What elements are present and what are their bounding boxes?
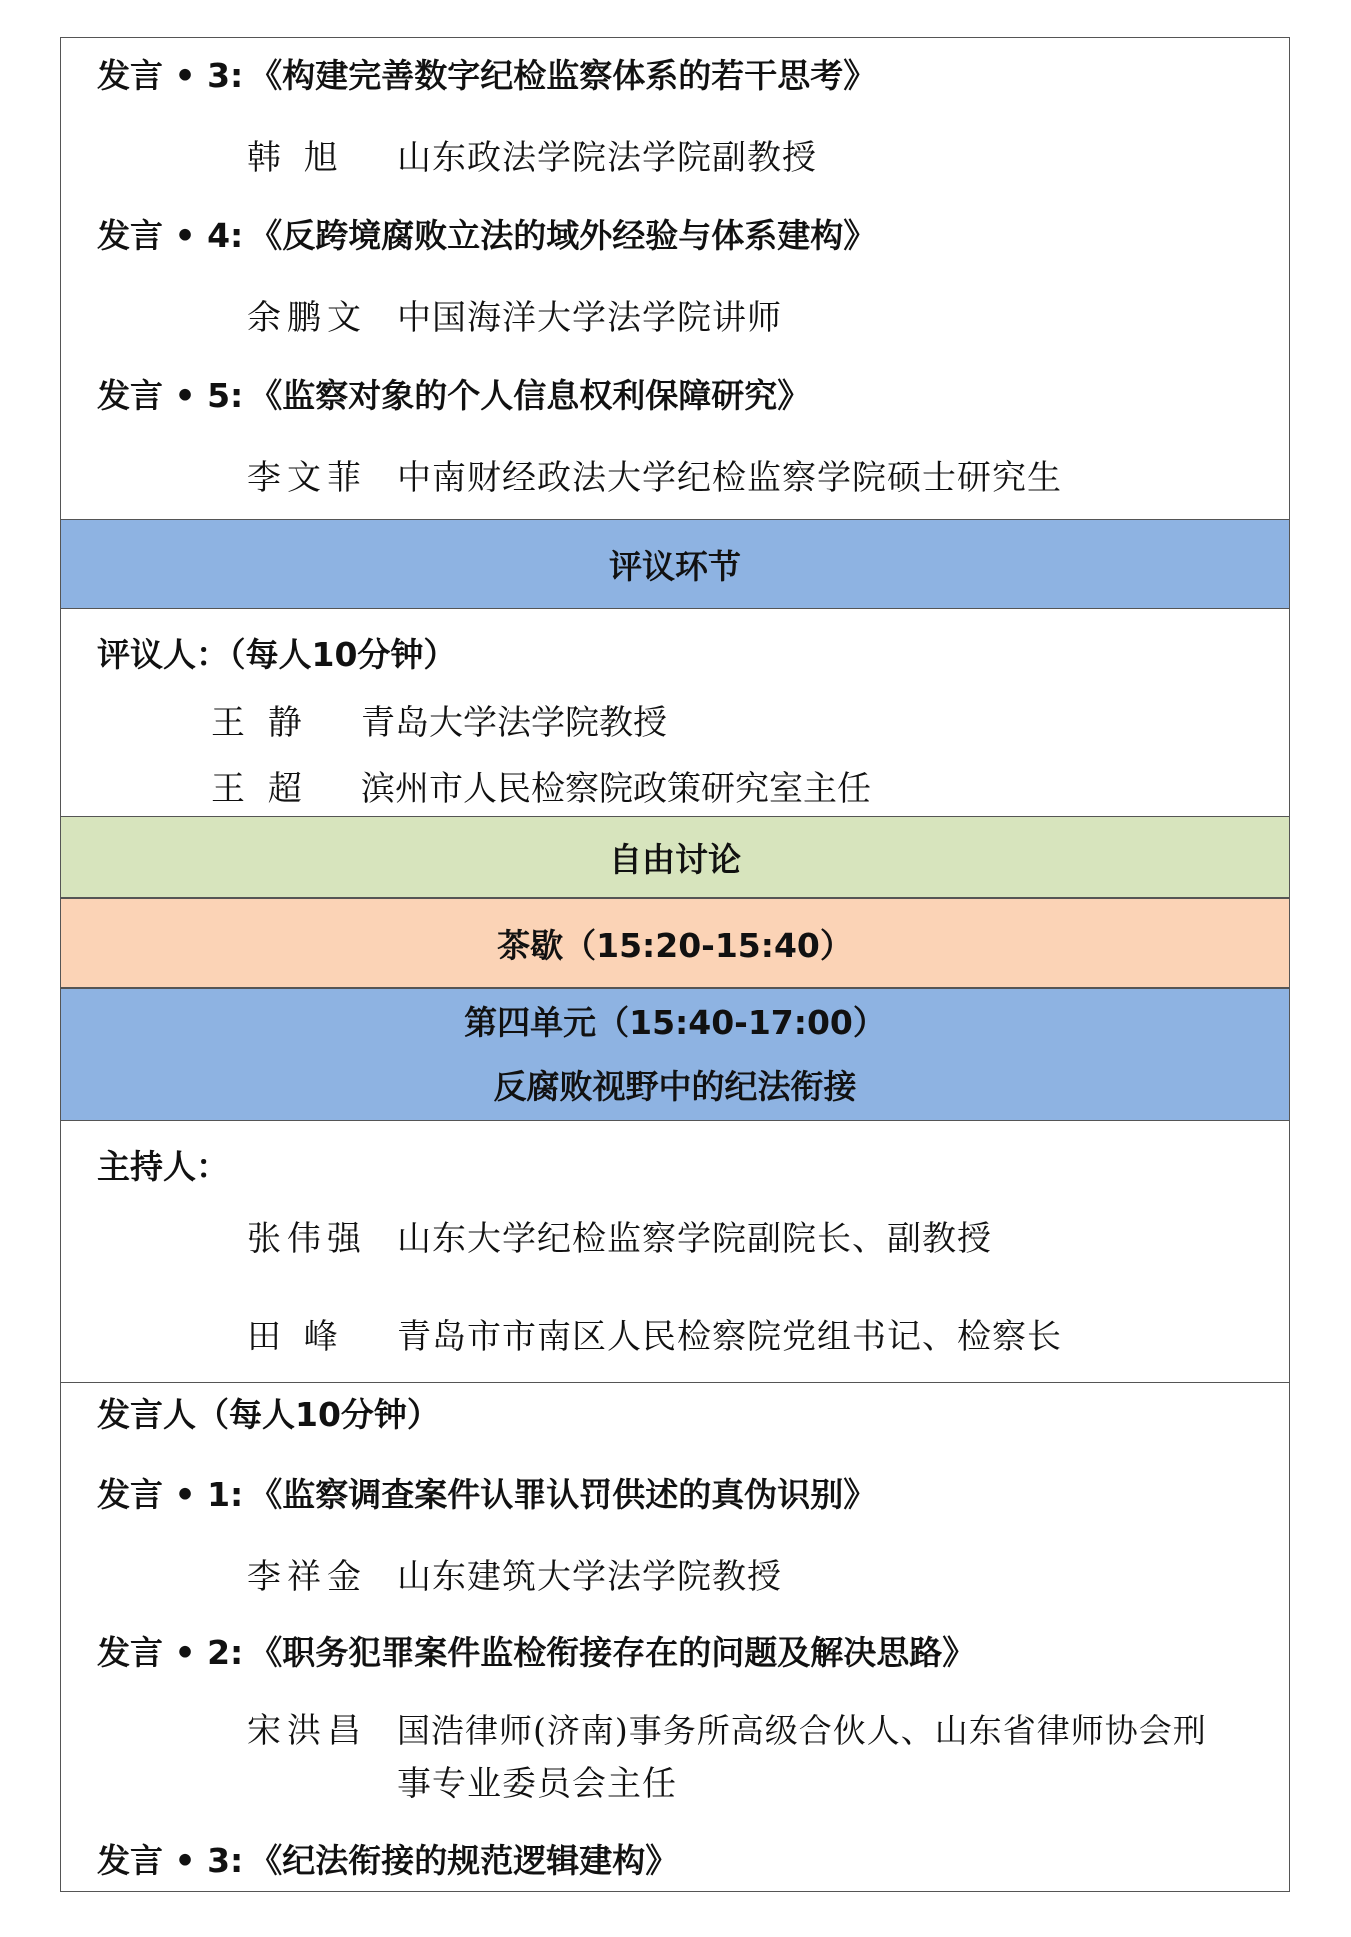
unit4-talk-1-speaker: [247, 1549, 782, 1598]
unit-4-header: [61, 988, 1289, 1121]
hosts-block: [61, 1121, 1289, 1383]
commentator-affiliation: 青岛大学法学院教授: [361, 703, 667, 743]
speaker-affiliation: 山东政法学院法学院副教授: [397, 138, 817, 178]
talks-block: [61, 38, 1289, 519]
talk-label: 发言 • 3:: [97, 56, 244, 95]
host-affiliation: 青岛市市南区人民检察院党组书记、检察长: [397, 1317, 1062, 1357]
speaker-affiliation: 山东建筑大学法学院教授: [397, 1557, 782, 1597]
speaker-name: 韩 旭: [247, 138, 344, 178]
speaker-affiliation-cont: 事专业委员会主任: [397, 1764, 677, 1804]
talk-4-heading: [97, 210, 876, 257]
commentator-name: 王 超: [211, 769, 308, 809]
review-label: 评议人：（每人10分钟）: [97, 635, 457, 674]
speaker-name: 李文菲: [247, 458, 367, 498]
talk-title: 《纪法衔接的规范逻辑建构》: [249, 1841, 679, 1880]
host-name: 田 峰: [247, 1317, 344, 1357]
talk-4-speaker: [247, 290, 782, 339]
unit-4-title: 第四单元（15:40-17:00）: [464, 1002, 886, 1042]
talk-title: 《监察调查案件认罪认罚供述的真伪识别》: [249, 1475, 877, 1514]
unit-4-subtitle: 反腐败视野中的纪法衔接: [493, 1066, 857, 1106]
host-affiliation: 山东大学纪检监察学院副院长、副教授: [397, 1219, 992, 1259]
talk-label: 发言 • 4:: [97, 216, 244, 255]
review-header-text: 评议环节: [609, 546, 741, 586]
speaker-name: 余鹏文: [247, 298, 367, 338]
commentator: [211, 761, 871, 810]
speaker-affiliation: 中南财经政法大学纪检监察学院硕士研究生: [397, 458, 1062, 498]
talk-label: 发言 • 3:: [97, 1841, 244, 1880]
talk-title: 《监察对象的个人信息权利保障研究》: [249, 376, 811, 415]
tea-break-text: 茶歇（15:20-15:40）: [497, 925, 853, 965]
talk-label: 发言 • 2:: [97, 1633, 244, 1672]
free-discussion-header: [61, 816, 1289, 898]
talk-title: 《反跨境腐败立法的域外经验与体系建构》: [249, 216, 877, 255]
commentator-affiliation: 滨州市人民检察院政策研究室主任: [361, 769, 871, 809]
agenda-sheet: [60, 37, 1290, 1892]
speakers-label: 发言人（每人10分钟）: [97, 1395, 440, 1434]
talk-title: 《职务犯罪案件监检衔接存在的问题及解决思路》: [249, 1633, 976, 1672]
unit4-talk-2-speaker: [247, 1703, 1207, 1752]
tea-break-header: [61, 898, 1289, 988]
speaker-affiliation: 中国海洋大学法学院讲师: [397, 298, 782, 338]
unit4-talk-2-heading: [97, 1627, 975, 1674]
unit4-talk-2-speaker-cont: [247, 1756, 677, 1805]
commentator: [211, 695, 667, 744]
speaker-affiliation: 国浩律师(济南)事务所高级合伙人、山东省律师协会刑: [397, 1711, 1207, 1750]
talk-5-heading: [97, 370, 810, 417]
host-label: 主持人：: [97, 1147, 229, 1186]
host-name: 张伟强: [247, 1219, 367, 1259]
host: [247, 1309, 1062, 1358]
talk-3-speaker: [247, 130, 817, 179]
review-block: [61, 609, 1289, 816]
talk-title: 《构建完善数字纪检监察体系的若干思考》: [249, 56, 877, 95]
speakers-block: [61, 1383, 1289, 1893]
review-header: [61, 519, 1289, 609]
commentator-name: 王 静: [211, 703, 308, 743]
talk-label: 发言 • 1:: [97, 1475, 244, 1514]
speaker-name: 李祥金: [247, 1557, 367, 1597]
speaker-name: 宋洪昌: [247, 1711, 367, 1751]
talk-5-speaker: [247, 450, 1062, 499]
free-discussion-text: 自由讨论: [609, 839, 741, 879]
host: [247, 1211, 992, 1260]
unit4-talk-3-heading: [97, 1835, 678, 1882]
talk-label: 发言 • 5:: [97, 376, 244, 415]
unit4-talk-1-heading: [97, 1469, 876, 1516]
talk-3-heading: [97, 50, 876, 97]
